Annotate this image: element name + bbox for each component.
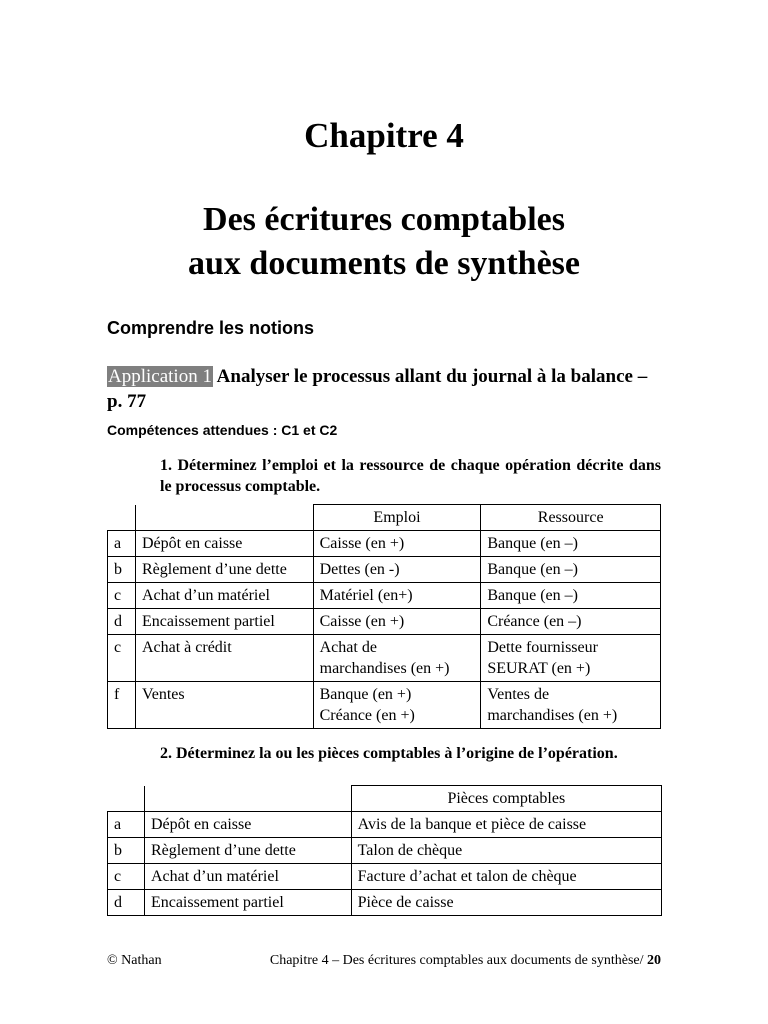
row-ressource [481, 557, 661, 583]
table-row [108, 838, 662, 864]
row-emploi-line: Caisse (en +) [319, 535, 405, 552]
row-emploi-line: Achat de [319, 639, 377, 656]
footer-copyright: © Nathan [107, 953, 162, 968]
row-operation: Règlement d’une dette [135, 557, 313, 583]
row-ressource-line: Créance (en –) [487, 613, 582, 630]
application-heading [107, 364, 667, 414]
row-emploi-line: marchandises (en +) [319, 660, 450, 677]
row-ressource-line: SEURAT (en +) [487, 660, 591, 677]
row-letter: f [108, 682, 136, 729]
header-pieces-comptables: Pièces comptables [351, 786, 661, 812]
row-ressource [481, 531, 661, 557]
row-emploi [313, 635, 481, 682]
row-operation: Encaissement partiel [144, 890, 351, 916]
row-operation: Dépôt en caisse [135, 531, 313, 557]
chapter-subtitle [0, 198, 768, 286]
row-pieces: Avis de la banque et pièce de caisse [351, 812, 661, 838]
pieces-comptables-table [107, 785, 662, 916]
row-operation: Achat à crédit [135, 635, 313, 682]
table-row [108, 864, 662, 890]
row-ressource [481, 682, 661, 729]
row-operation: Règlement d’une dette [144, 838, 351, 864]
row-emploi-line: Caisse (en +) [319, 613, 405, 630]
row-letter: b [108, 838, 145, 864]
table-row [108, 635, 661, 682]
row-emploi [313, 609, 481, 635]
competences-line: Compétences attendues : C1 et C2 [107, 422, 338, 438]
row-pieces: Talon de chèque [351, 838, 661, 864]
row-letter: c [108, 583, 136, 609]
row-emploi-line: Dettes (en -) [319, 561, 400, 578]
table-row [108, 583, 661, 609]
row-letter: c [108, 635, 136, 682]
footer-page-number: 20 [647, 953, 661, 968]
application-badge: Application 1 [108, 366, 212, 387]
row-letter: a [108, 812, 145, 838]
row-emploi [313, 557, 481, 583]
row-letter: b [108, 557, 136, 583]
row-emploi [313, 531, 481, 557]
row-operation: Dépôt en caisse [144, 812, 351, 838]
row-ressource-line: Ventes de [487, 686, 550, 703]
row-ressource [481, 609, 661, 635]
footer-chapter-ref [270, 953, 661, 969]
section-heading: Comprendre les notions [107, 318, 315, 338]
table-row [108, 557, 661, 583]
table-row [108, 890, 662, 916]
header-emploi: Emploi [313, 505, 481, 531]
table-header-row [108, 786, 662, 812]
header-ressource: Ressource [481, 505, 661, 531]
row-letter: a [108, 531, 136, 557]
row-operation: Ventes [135, 682, 313, 729]
row-ressource [481, 635, 661, 682]
row-emploi-line: Matériel (en+) [319, 587, 413, 604]
chapter-subtitle-line1: Des écritures comptables [203, 201, 565, 238]
row-ressource-line: Banque (en –) [487, 587, 578, 604]
row-emploi-line: Banque (en +) [319, 686, 412, 703]
row-emploi [313, 583, 481, 609]
row-emploi-line: Créance (en +) [319, 707, 415, 724]
table-row [108, 812, 662, 838]
row-ressource-line: marchandises (en +) [487, 707, 618, 724]
row-letter: d [108, 609, 136, 635]
row-ressource-line: Dette fournisseur [487, 639, 598, 656]
row-pieces: Pièce de caisse [351, 890, 661, 916]
table-row [108, 531, 661, 557]
chapter-title: Chapitre 4 [304, 116, 464, 155]
row-emploi [313, 682, 481, 729]
row-operation: Encaissement partiel [135, 609, 313, 635]
row-pieces: Facture d’achat et talon de chèque [351, 864, 661, 890]
table-row [108, 682, 661, 729]
table-header-row [108, 505, 661, 531]
table-row [108, 609, 661, 635]
emploi-ressource-table [107, 504, 661, 729]
question-2: 2. Déterminez la ou les pièces comptables à l’origine de l’opération. [160, 745, 618, 762]
row-letter: d [108, 890, 145, 916]
chapter-subtitle-line2: aux documents de synthèse [188, 245, 580, 282]
footer-chapter-text: Chapitre 4 – Des écritures comptables aux documents de synthèse/ [269, 953, 647, 968]
row-letter: c [108, 864, 145, 890]
row-ressource [481, 583, 661, 609]
question-1: 1. Déterminez l’emploi et la ressource de chaque opération décrite dans le processus comptable. [160, 457, 661, 495]
row-ressource-line: Banque (en –) [487, 561, 578, 578]
row-ressource-line: Banque (en –) [487, 535, 578, 552]
row-operation: Achat d’un matériel [144, 864, 351, 890]
row-operation: Achat d’un matériel [135, 583, 313, 609]
application-title: Analyser le processus allant du journal à la balance – p. 77 [107, 366, 648, 412]
